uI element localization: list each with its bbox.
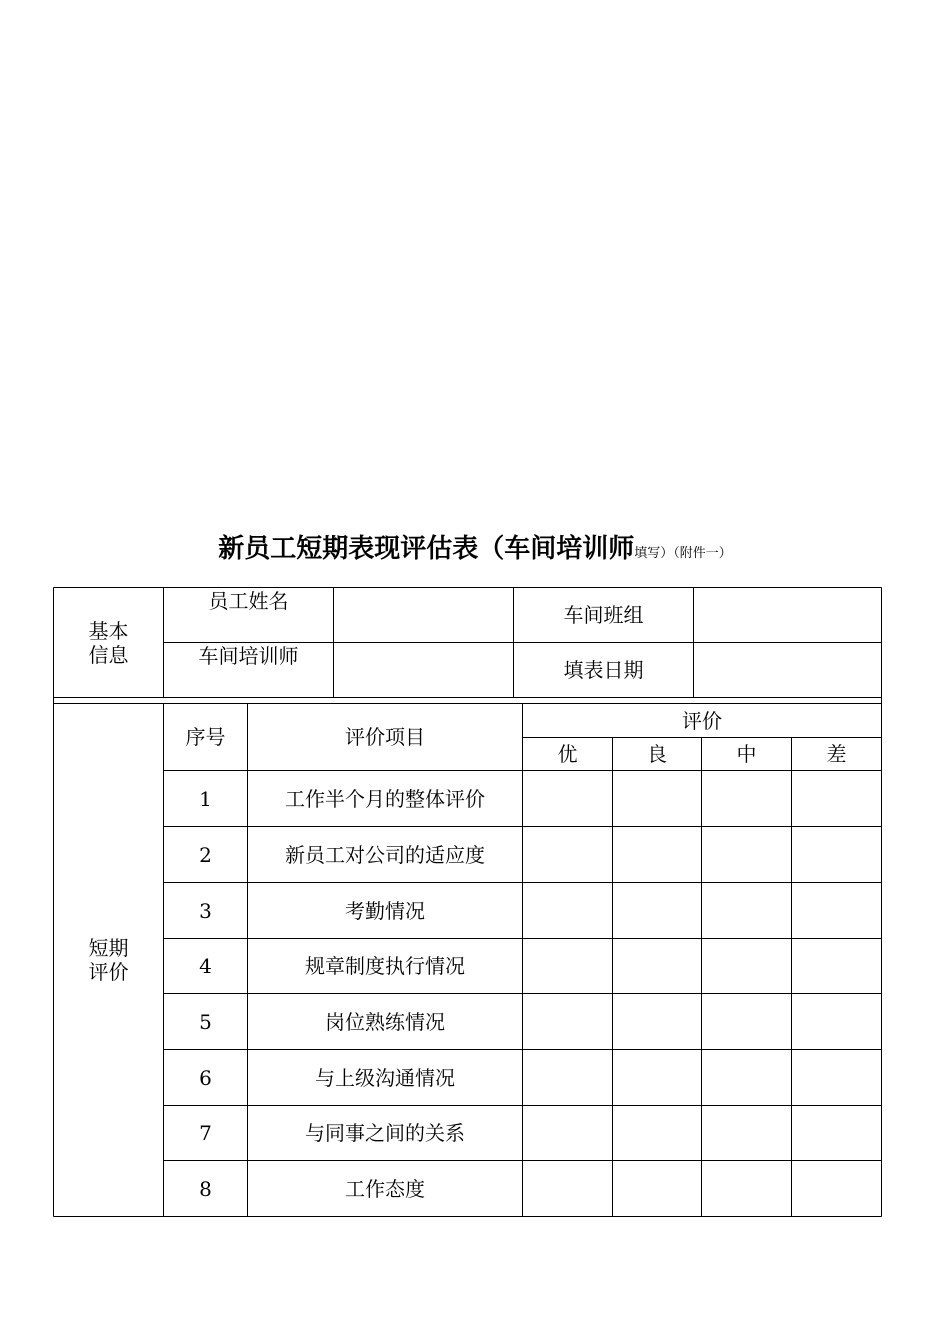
row-index: 5	[199, 1009, 212, 1034]
row-grade-average-cell[interactable]	[702, 1161, 791, 1216]
row-index: 2	[199, 842, 212, 867]
form-title-fill-note: 填写）	[634, 546, 674, 561]
header-grade-excellent: 优	[557, 742, 578, 766]
basic-info-section-label	[54, 588, 163, 697]
row-item: 与同事之间的关系	[305, 1121, 465, 1145]
header-index: 序号	[185, 725, 226, 749]
workshop-group-label: 车间班组	[563, 603, 644, 627]
employee-name-field[interactable]	[334, 588, 513, 642]
basic-info-label-line2: 信息	[88, 642, 129, 667]
row-item: 工作半个月的整体评价	[285, 786, 485, 811]
row-grade-poor-cell[interactable]	[792, 827, 881, 882]
row-grade-average-cell[interactable]	[702, 771, 791, 826]
header-grade-good: 良	[647, 742, 667, 766]
row-grade-good-cell[interactable]	[613, 1106, 701, 1160]
row-grade-average-cell[interactable]	[702, 1050, 791, 1105]
row-grade-average-cell[interactable]	[702, 1106, 791, 1160]
row-grade-good-cell[interactable]	[613, 939, 701, 993]
row-grade-good-cell[interactable]	[613, 994, 701, 1049]
row-grade-excellent-cell[interactable]	[523, 771, 612, 826]
row-grade-poor-cell[interactable]	[792, 939, 881, 993]
row-grade-excellent-cell[interactable]	[523, 994, 612, 1049]
row-grade-poor-cell[interactable]	[792, 771, 881, 826]
fill-date-field[interactable]	[694, 643, 881, 697]
fill-date-label: 填表日期	[563, 658, 644, 682]
row-grade-good-cell[interactable]	[613, 771, 701, 826]
row-grade-average-cell[interactable]	[702, 827, 791, 882]
trainer-field[interactable]	[334, 643, 513, 697]
row-grade-good-cell[interactable]	[613, 1161, 701, 1216]
basic-info-label-line1: 基本	[88, 618, 129, 643]
row-grade-excellent-cell[interactable]	[523, 883, 612, 938]
row-index: 1	[199, 786, 212, 811]
row-index: 3	[199, 898, 212, 923]
row-grade-excellent-cell[interactable]	[523, 1050, 612, 1105]
row-grade-average-cell[interactable]	[702, 994, 791, 1049]
row-grade-average-cell[interactable]	[702, 883, 791, 938]
evaluation-label-line2: 评价	[88, 960, 129, 984]
header-grade-poor: 差	[826, 742, 847, 766]
evaluation-label-line1: 短期	[88, 936, 129, 960]
row-item: 考勤情况	[345, 898, 425, 923]
header-item: 评价项目	[345, 725, 425, 749]
row-grade-excellent-cell[interactable]	[523, 1161, 612, 1216]
row-index: 6	[199, 1065, 212, 1090]
row-item: 岗位熟练情况	[325, 1009, 445, 1034]
row-grade-good-cell[interactable]	[613, 883, 701, 938]
row-grade-excellent-cell[interactable]	[523, 827, 612, 882]
row-grade-average-cell[interactable]	[702, 939, 791, 993]
row-index: 4	[199, 954, 212, 978]
row-grade-poor-cell[interactable]	[792, 1050, 881, 1105]
trainer-label: 车间培训师	[198, 644, 299, 668]
row-grade-excellent-cell[interactable]	[523, 1106, 612, 1160]
evaluation-section-label	[54, 704, 163, 1216]
employee-name-label: 员工姓名	[208, 589, 289, 613]
form-title-main: 新员工短期表现评估表（车间培训师	[218, 534, 635, 564]
row-item: 工作态度	[345, 1176, 425, 1201]
row-grade-poor-cell[interactable]	[792, 1106, 881, 1160]
row-grade-good-cell[interactable]	[613, 827, 701, 882]
form-title-attachment: （附件一）	[673, 546, 732, 561]
row-item: 新员工对公司的适应度	[285, 842, 485, 867]
row-grade-poor-cell[interactable]	[792, 883, 881, 938]
row-grade-good-cell[interactable]	[613, 1050, 701, 1105]
row-index: 8	[199, 1176, 212, 1201]
workshop-group-field[interactable]	[694, 588, 881, 642]
row-grade-poor-cell[interactable]	[792, 1161, 881, 1216]
row-index: 7	[199, 1121, 212, 1145]
row-grade-poor-cell[interactable]	[792, 994, 881, 1049]
row-item: 规章制度执行情况	[305, 954, 465, 978]
header-grade-average: 中	[736, 742, 757, 766]
header-rating: 评价	[682, 708, 722, 733]
row-grade-excellent-cell[interactable]	[523, 939, 612, 993]
row-item: 与上级沟通情况	[315, 1065, 455, 1090]
